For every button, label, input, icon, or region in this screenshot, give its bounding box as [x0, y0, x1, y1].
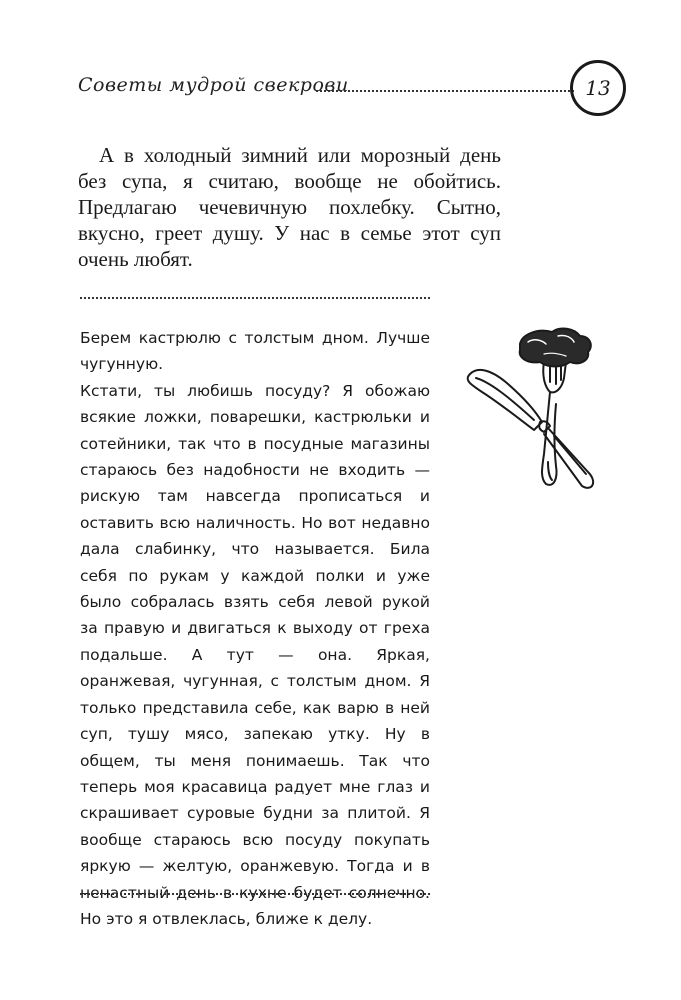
book-title: Советы мудрой свекрови [78, 74, 349, 96]
page-number-circle [570, 60, 626, 116]
body-paragraph: Берем кастрюлю с толстым дном. Лучше чугунную. [80, 329, 430, 374]
header-dot-leader [316, 90, 574, 92]
dotted-separator-top [80, 297, 430, 299]
body-paragraph: Кстати, ты любишь посуду? Я обожаю всякие ложки, поварешки, кастрюльки и сотейники, так что в посудные магазины стараюсь без надобности не входить — рискую там навсегда прописаться и оставить всю наличность. Но вот недавно дала слабинку, что называется. Била себя по рукам у каждой полки и уже было собралась взять себя левой рукой за правую и двигаться к выходу от греха подальше. А тут — она. Яркая, оранжевая, чугунная, с толстым дном. Я только представила себе, как варю в ней суп, тушу мясо, запекаю утку. Ну в общем, ты меня понимаешь. Так что теперь моя красавица радует мне глаз и скрашивает суровые будни за плитой. Я вообще стараюсь всю посуду покупать яркую — желтую, оранжевую. Тогда и в ненастный день в кухне будет солнечно. Но это я отвлеклась, ближе к делу. [80, 381, 430, 928]
intro-text: А в холодный зимний или морозный день без супа, я считаю, вообще не обойтись. Предлагаю чечевичную похлебку. Сытно, вкусно, греет душу. У нас в семье этот суп очень любят. [78, 143, 501, 271]
body-text [80, 325, 430, 932]
fork-and-knife-icon [462, 322, 617, 497]
dotted-separator-bottom [80, 893, 430, 895]
intro-paragraph [78, 142, 501, 272]
page-number: 13 [585, 76, 611, 100]
